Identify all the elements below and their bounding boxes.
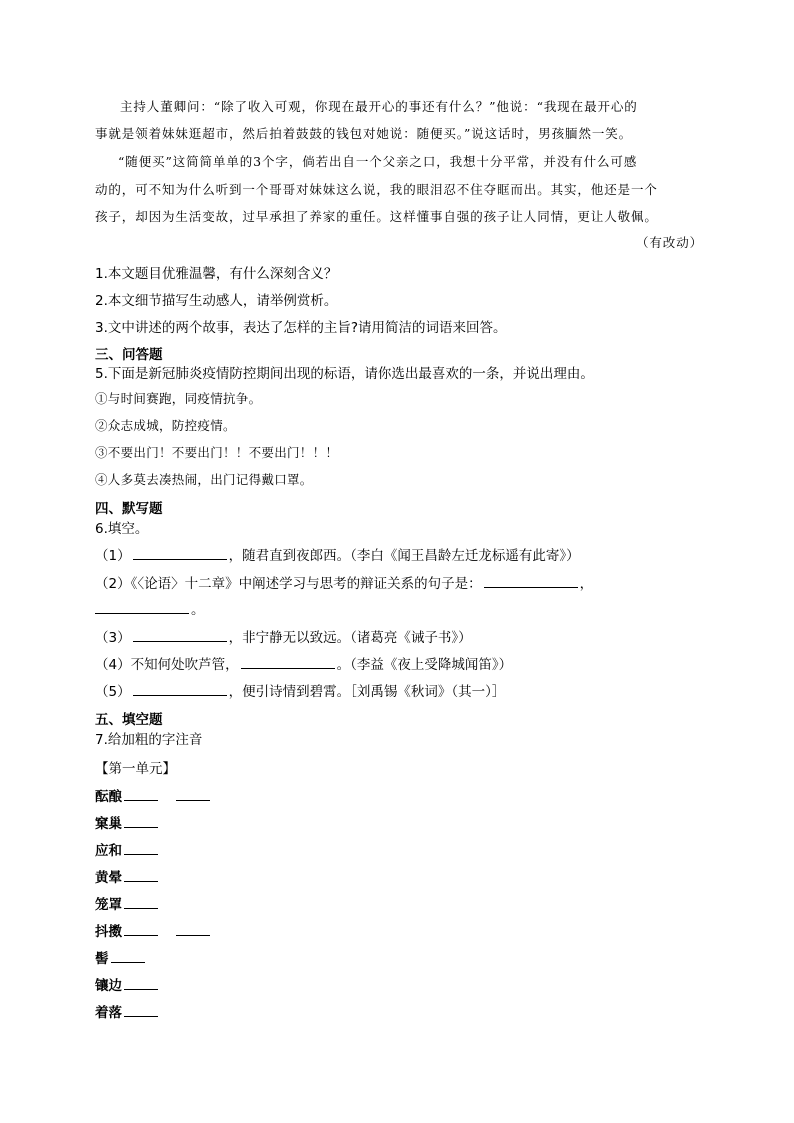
answer-blank[interactable]	[124, 894, 158, 909]
passage-line: “随便买”这简简单单的3个字，倘若出自一个父亲之口，我想十分平常，并没有什么可感	[118, 154, 638, 169]
passage-line: 孩子，却因为生活变故，过早承担了养家的重任。这样懂事自强的孩子让人同情，更让人敬佩。	[95, 209, 658, 224]
item-text: （4）不知何处吹芦管，	[95, 657, 239, 673]
passage-line: 主持人董卿问：“除了收入可观，你现在最开心的事还有什么？”他说：“我现在最开心的	[120, 99, 638, 114]
word: 着落	[95, 1005, 122, 1021]
question-3: 3.文中讲述的两个故事，表达了怎样的主旨?请用简洁的词语来回答。	[95, 320, 507, 336]
item-number: （1）	[95, 548, 131, 564]
word: 应和	[95, 843, 122, 859]
answer-blank[interactable]	[124, 786, 158, 801]
section-heading: 三、问答题	[95, 347, 163, 363]
answer-blank[interactable]	[133, 545, 227, 560]
question-6: 6.填空。	[95, 521, 149, 537]
word-item	[95, 866, 160, 886]
question-5: 5.下面是新冠肺炎疫情防控期间出现的标语，请你选出最喜欢的一条，并说出理由。	[95, 366, 594, 382]
section-heading: 五、填空题	[95, 712, 163, 728]
word: 酝酿	[95, 789, 122, 805]
item-text: 。（李益《夜上受降城闻笛》）	[336, 657, 513, 673]
answer-blank[interactable]	[124, 867, 158, 882]
answer-blank[interactable]	[124, 921, 158, 936]
word-item	[95, 839, 160, 859]
word-item	[95, 893, 160, 913]
word: 笼罩	[95, 897, 122, 913]
fill-item-2	[95, 572, 593, 592]
word-item	[95, 920, 212, 940]
source-note: （有改动）	[636, 235, 704, 250]
word: 黄晕	[95, 870, 122, 886]
answer-blank[interactable]	[484, 573, 578, 588]
option-1: ①与时间赛跑，同疫情抗争。	[95, 391, 262, 406]
question-7: 7.给加粗的字注音	[95, 732, 203, 748]
item-text: ，随君直到夜郎西。（李白《闻王昌龄左迁龙标遥有此寄》）	[228, 548, 580, 564]
word-item	[95, 947, 147, 967]
question-2: 2.本文细节描写生动感人，请举例赏析。	[95, 293, 338, 309]
item-number: （3）	[95, 630, 131, 646]
answer-blank[interactable]	[176, 921, 210, 936]
item-punct: 。	[191, 602, 205, 618]
option-4: ④人多莫去凑热闹，出门记得戴口罩。	[95, 472, 313, 487]
answer-blank[interactable]	[176, 786, 210, 801]
word: 髻	[95, 951, 109, 967]
answer-blank[interactable]	[95, 599, 189, 614]
passage-line: 事就是领着妹妹逛超市，然后拍着鼓鼓的钱包对她说：随便买。”说这话时，男孩腼然一笑。	[95, 126, 633, 141]
answer-blank[interactable]	[133, 627, 227, 642]
fill-item-4	[95, 653, 512, 673]
section-heading: 四、默写题	[95, 501, 163, 517]
word: 镶边	[95, 978, 122, 994]
word-item	[95, 974, 160, 994]
item-text: ，非宁静无以致远。（诸葛亮《诫子书》）	[228, 630, 472, 646]
answer-blank[interactable]	[133, 681, 227, 696]
answer-blank[interactable]	[124, 1002, 158, 1017]
fill-item-5	[95, 680, 505, 700]
fill-item-3	[95, 626, 472, 646]
item-text: （2）《〈论语〉十二章》中阐述学习与思考的辩证关系的句子是：	[95, 576, 482, 592]
option-2: ②众志成城，防控疫情。	[95, 418, 236, 433]
item-text: ，便引诗情到碧霄。［刘禹锡《秋词》（其一）］	[228, 684, 506, 700]
item-number: （5）	[95, 684, 131, 700]
answer-blank[interactable]	[124, 975, 158, 990]
word: 抖擞	[95, 924, 122, 940]
answer-blank[interactable]	[124, 840, 158, 855]
question-1: 1.本文题目优雅温馨，有什么深刻含义？	[95, 266, 338, 282]
word-item	[95, 1001, 160, 1021]
answer-blank[interactable]	[241, 654, 335, 669]
option-3: ③不要出门！不要出门！！不要出门！！！	[95, 445, 339, 460]
word-item	[95, 812, 160, 832]
word-item	[95, 785, 212, 805]
word: 窠巢	[95, 816, 122, 832]
fill-item-2-cont	[95, 598, 205, 618]
unit-label: 【第一单元】	[95, 761, 176, 777]
answer-blank[interactable]	[124, 813, 158, 828]
passage-line: 动的，可不知为什么听到一个哥哥对妹妹这么说，我的眼泪忍不住夺眶而出。其实，他还是一个	[95, 182, 658, 197]
fill-item-1	[95, 544, 580, 564]
answer-blank[interactable]	[111, 948, 145, 963]
item-punct: ，	[579, 576, 594, 592]
